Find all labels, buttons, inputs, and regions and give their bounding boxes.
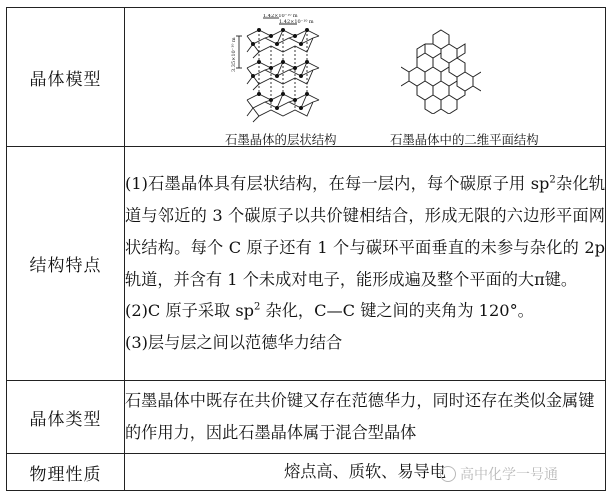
- structure-point-1: (1)石墨晶体具有层状结构，在每一层内，每个碳原子用 $sp^2$杂化轨道与邻近的 3 个碳原子以共价键相结合，形成无限的六边形平面网状结构。每个 C 原子还有 1 个与碳环平面垂直的未参与杂化的 2p 轨道，并含有 1 个未成对电子，能形成遍及整个平面的大π键。: [125, 174, 606, 289]
- dim-label-top-1: 1.42×10⁻¹⁰ m: [263, 14, 298, 19]
- row-crystal-type: [7, 381, 606, 454]
- hexagonal-plane-figure: [401, 28, 481, 114]
- caption-layered-structure: 石墨晶体的层状结构: [225, 132, 337, 147]
- label-structure-features: 结构特点: [7, 147, 125, 381]
- label-crystal-model: 晶体模型: [7, 8, 125, 147]
- label-physical-properties: 物理性质: [7, 454, 125, 491]
- label-crystal-type: 晶体类型: [7, 381, 125, 454]
- structure-point-3: (3)层与层之间以范德华力结合: [125, 333, 343, 353]
- structure-point-2: (2)C 原子采取 $sp^2$ 杂化，C—C 键之间的夹角为 120°。: [125, 301, 534, 321]
- row-crystal-model: [7, 8, 606, 147]
- graphite-info-table: [6, 7, 606, 491]
- physical-properties-text: 熔点高、质软、易导电: [125, 454, 606, 491]
- dim-label-side: 3.35×10⁻¹⁰ m: [231, 37, 237, 72]
- row-structure-features: [7, 147, 606, 381]
- dim-label-top-2: 1.42×10⁻¹⁰ m: [279, 19, 314, 25]
- crystal-model-figures: [125, 8, 606, 147]
- structure-features-text: [125, 147, 606, 381]
- watermark-text: 高中化学一号通: [460, 467, 558, 483]
- watermark: [440, 464, 558, 484]
- caption-plane-structure: 石墨晶体中的二维平面结构: [390, 132, 539, 147]
- crystal-type-text: 石墨晶体中既存在共价键又存在范德华力，同时还存在类似金属键的作用力，因此石墨晶体属于混合型晶体: [125, 381, 606, 454]
- layered-structure-figure: [227, 14, 337, 124]
- watermark-logo-icon: [440, 466, 456, 482]
